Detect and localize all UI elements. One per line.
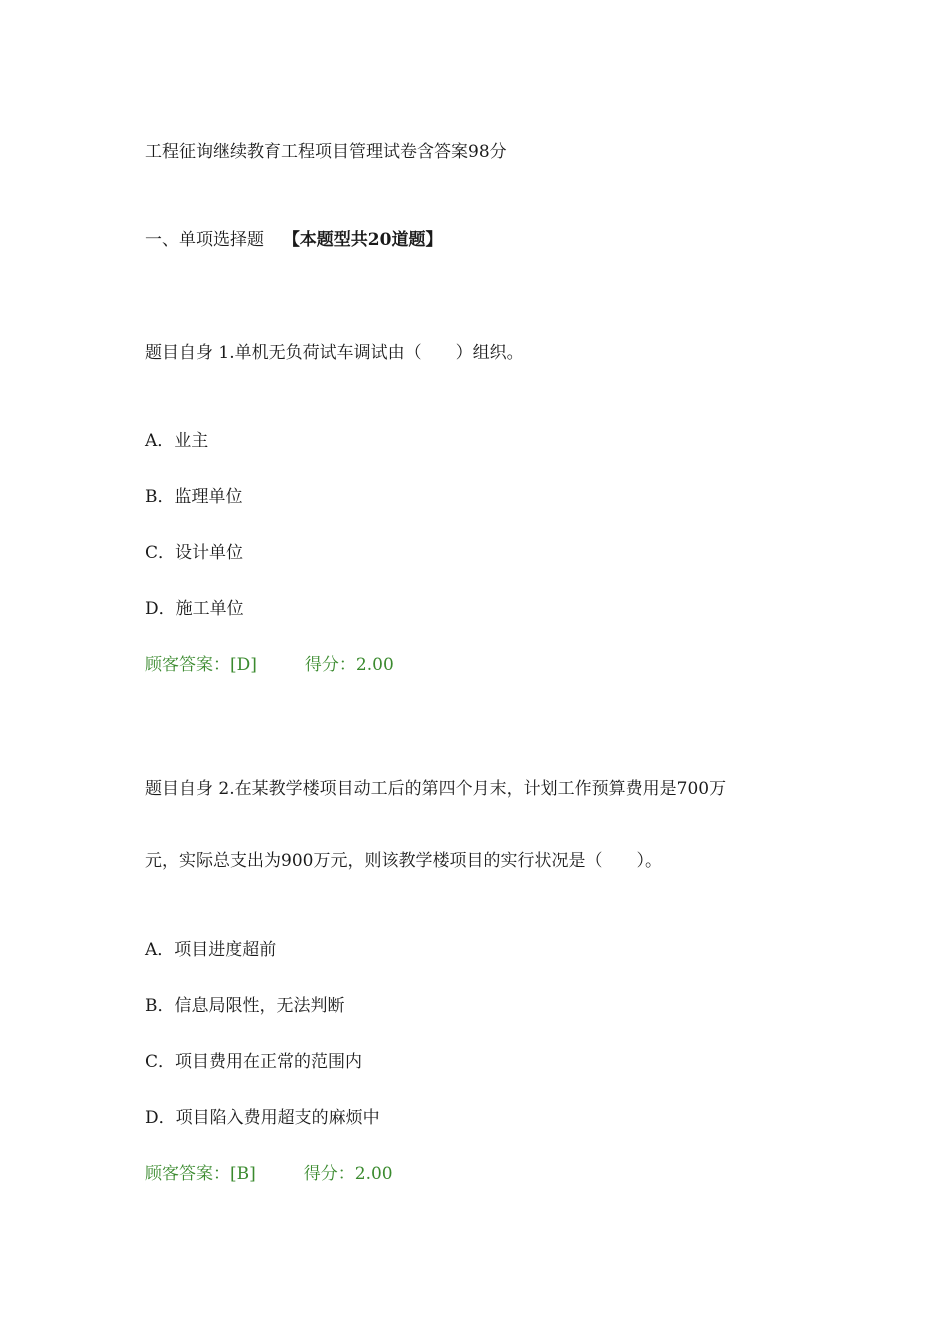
question-stem-line-1: 题目自身 2.在某教学楼项目动工后的第四个月末，计划工作预算费用是700万: [145, 779, 727, 799]
score: 得分：2.00: [303, 1164, 393, 1184]
option-a: A．业主: [145, 431, 209, 451]
section-label: 一、单项选择题: [145, 230, 264, 250]
section-note: 【本题型共20道题】: [282, 230, 443, 250]
question-stem: 题目自身 1.单机无负荷试车调试由（ ）组织。: [145, 343, 524, 363]
option-d: D．项目陷入费用超支的麻烦中: [145, 1108, 380, 1128]
option-a: A．项目进度超前: [145, 940, 277, 960]
answer-line: [145, 1163, 393, 1185]
user-answer: 顾客答案：[D]: [145, 655, 257, 675]
score: 得分：2.00: [304, 655, 394, 675]
option-b: B．信息局限性，无法判断: [145, 996, 345, 1016]
question-stem-line-2: 元，实际总支出为900万元，则该教学楼项目的实行状况是（ ）。: [145, 851, 662, 871]
answer-line: [145, 654, 394, 676]
section-heading: [145, 229, 442, 251]
option-c: C．设计单位: [145, 543, 244, 563]
user-answer: 顾客答案：[B]: [145, 1164, 256, 1184]
option-c: C．项目费用在正常的范围内: [145, 1052, 363, 1072]
option-b: B．监理单位: [145, 487, 243, 507]
option-d: D．施工单位: [145, 599, 244, 619]
document-title: 工程征询继续教育工程项目管理试卷含答案98分: [145, 142, 507, 162]
